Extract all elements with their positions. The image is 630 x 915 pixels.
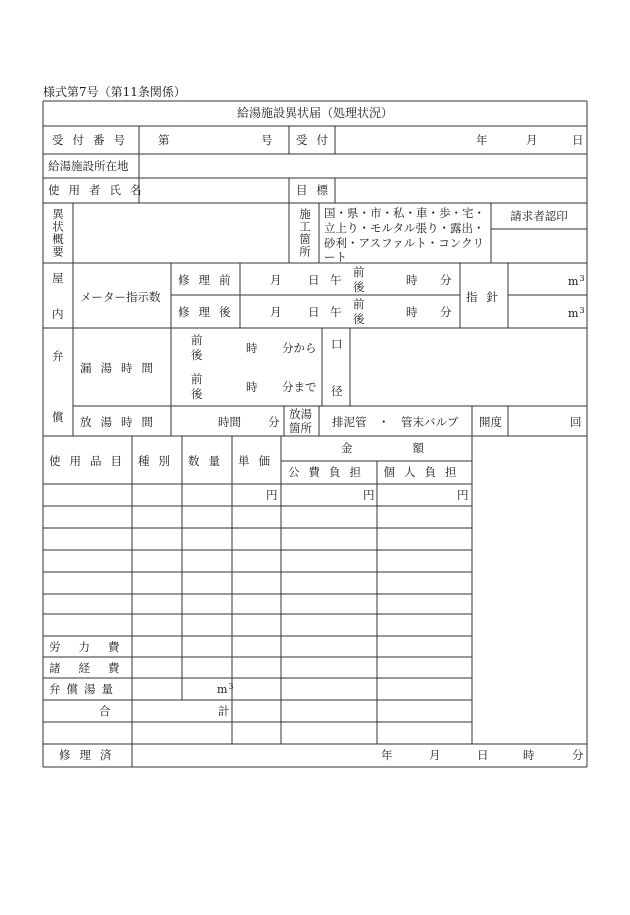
leak-until-go: 後 bbox=[191, 387, 203, 401]
compensation-water-label: 弁償湯量 bbox=[49, 682, 119, 696]
landmark-label: 目標 bbox=[296, 183, 337, 197]
receipt-go: 号 bbox=[261, 133, 273, 147]
before-minute: 分 bbox=[440, 273, 452, 287]
total-label-2: 計 bbox=[218, 704, 230, 718]
release-hours: 時間 bbox=[218, 415, 241, 429]
release-place-label: 放湯箇所 bbox=[289, 407, 312, 435]
after-noon: 午 bbox=[330, 305, 342, 319]
form-title: 給湯施設異状届（処理状況） bbox=[236, 106, 393, 120]
construction-options-2: 立上り・モルタル張り・露出・ bbox=[324, 221, 485, 235]
compensation-label-top: 弁 bbox=[52, 349, 64, 363]
claimant-seal-label: 請求者認印 bbox=[510, 209, 568, 223]
labor-cost-label: 労力費 bbox=[49, 640, 138, 654]
items-header-qty: 数量 bbox=[188, 454, 229, 468]
total-label-1: 合 bbox=[99, 704, 111, 718]
leak-until-label: 分まで bbox=[282, 380, 317, 394]
needle-before-unit: $m^3$ bbox=[568, 274, 585, 288]
personal-yen: 円 bbox=[457, 488, 469, 502]
items-header-unit-price: 単価 bbox=[238, 454, 279, 468]
receipt-number-label: 受付番号 bbox=[52, 133, 134, 147]
leak-time-label: 漏湯時間 bbox=[80, 361, 162, 375]
construction-options-1: 国・県・市・私・車・歩・宅・ bbox=[324, 206, 485, 220]
after-minute: 分 bbox=[440, 305, 452, 319]
indoor-label-bottom: 内 bbox=[52, 307, 64, 321]
release-place-value: 排泥管 ・ 管末バルブ bbox=[332, 415, 459, 429]
before-repair-label: 修理前 bbox=[178, 273, 240, 287]
after-repair-label: 修理後 bbox=[178, 305, 240, 319]
needle-after-unit: $m^3$ bbox=[568, 306, 585, 320]
repaired-day: 日 bbox=[477, 748, 489, 762]
before-noon: 午 bbox=[330, 273, 342, 287]
repaired-minute: 分 bbox=[572, 748, 584, 762]
indoor-label-top: 屋 bbox=[52, 271, 64, 285]
after-go: 後 bbox=[353, 312, 365, 326]
misc-cost-label: 諸経費 bbox=[49, 661, 138, 675]
meter-reading-label: メーター指示数 bbox=[80, 290, 161, 304]
unit-price-yen: 円 bbox=[266, 488, 278, 502]
receipt-dai: 第 bbox=[158, 133, 170, 147]
before-day: 日 bbox=[308, 273, 320, 287]
diameter-label-2: 径 bbox=[331, 384, 343, 398]
after-zen: 前 bbox=[353, 297, 365, 311]
construction-place-label: 施工箇所 bbox=[298, 208, 312, 258]
before-month: 月 bbox=[270, 273, 282, 287]
abnormal-summary-label: 異状概要 bbox=[51, 208, 65, 258]
construction-options-4: ート bbox=[324, 250, 347, 264]
repaired-month: 月 bbox=[429, 748, 441, 762]
construction-options-3: 砂利・アスファルト・コンクリ bbox=[324, 236, 485, 250]
compensation-water-unit: $m^3$ bbox=[217, 682, 234, 696]
repaired-label: 修理済 bbox=[59, 748, 121, 762]
receipt-uketsuke-label: 受付 bbox=[296, 133, 337, 147]
items-header-amount: 金額 bbox=[341, 441, 484, 455]
repaired-year: 年 bbox=[381, 748, 393, 762]
items-header-item: 使用品目 bbox=[49, 454, 131, 468]
public-yen: 円 bbox=[363, 488, 375, 502]
compensation-label-bottom: 償 bbox=[52, 410, 64, 424]
opening-label: 開度 bbox=[479, 415, 502, 429]
release-minutes: 分 bbox=[268, 415, 280, 429]
location-label: 給湯施設所在地 bbox=[48, 159, 129, 173]
items-header-type: 種別 bbox=[138, 454, 179, 468]
repaired-hour: 時 bbox=[523, 748, 535, 762]
leak-from-zen: 前 bbox=[191, 333, 203, 347]
opening-unit: 回 bbox=[570, 415, 582, 429]
receipt-year: 年 bbox=[476, 133, 488, 147]
leak-until-hour: 時 bbox=[246, 380, 258, 394]
after-month: 月 bbox=[270, 305, 282, 319]
release-time-label: 放湯時間 bbox=[80, 415, 162, 429]
items-header-public: 公費負担 bbox=[288, 465, 370, 479]
items-header-personal: 個人負担 bbox=[383, 465, 466, 479]
before-go: 後 bbox=[353, 280, 365, 294]
needle-label: 指針 bbox=[466, 290, 507, 304]
leak-from-hour: 時 bbox=[246, 341, 258, 355]
receipt-month: 月 bbox=[526, 133, 538, 147]
leak-from-label: 分から bbox=[282, 341, 317, 355]
after-day: 日 bbox=[308, 305, 320, 319]
user-name-label: 使用者氏名 bbox=[48, 183, 151, 197]
after-hour: 時 bbox=[406, 305, 418, 319]
before-hour: 時 bbox=[406, 273, 418, 287]
leak-from-go: 後 bbox=[191, 348, 203, 362]
form-number-label: 様式第7号（第11条関係） bbox=[43, 85, 186, 99]
before-zen: 前 bbox=[353, 265, 365, 279]
receipt-day: 日 bbox=[572, 133, 584, 147]
leak-until-zen: 前 bbox=[191, 372, 203, 386]
diameter-label-1: 口 bbox=[331, 337, 343, 351]
